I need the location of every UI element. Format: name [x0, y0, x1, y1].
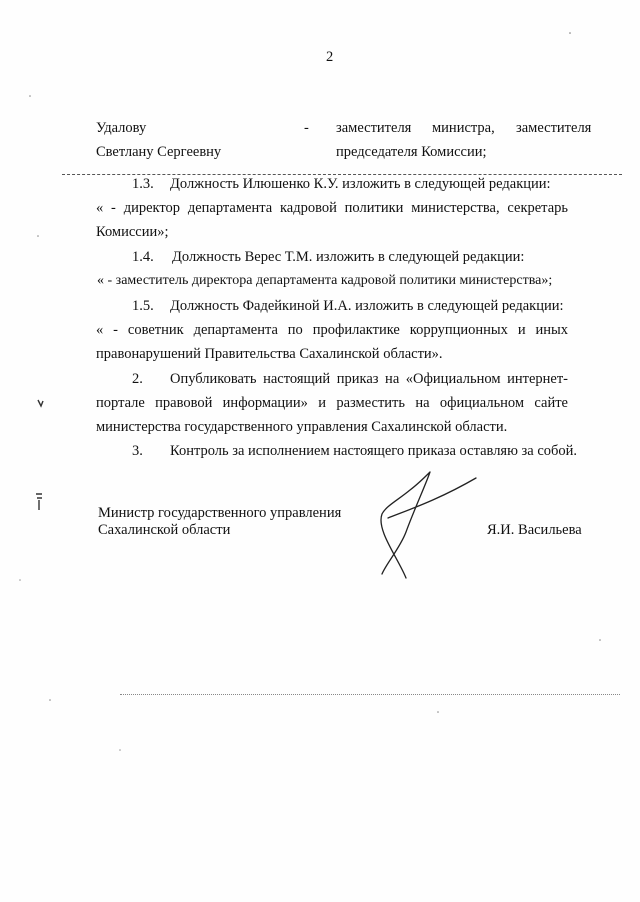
item-number: 1.4.: [132, 249, 154, 265]
item-number: 1.3.: [132, 176, 154, 192]
item-number: 1.5.: [132, 298, 154, 314]
quote-line: правонарушений Правительства Сахалинской области».: [96, 346, 443, 362]
item-text: Должность Илюшенко К.У. изложить в следующей редакции:: [170, 176, 551, 192]
recipient-position-word-3: заместителя: [516, 120, 592, 136]
quote-line: Комиссии»;: [96, 224, 169, 240]
recipient-position-word-1: заместителя: [336, 120, 412, 136]
recipient-position-word-2: министра,: [432, 120, 495, 136]
paragraph-line: министерства государственного управления Сахалинской области.: [96, 419, 508, 435]
signatory-title: Сахалинской области: [98, 522, 231, 538]
page-number: 2: [326, 49, 334, 65]
paragraph-line: портале правовой информации» и разместить на официальном сайте: [96, 395, 568, 411]
signatory-title: Министр государственного управления: [98, 505, 342, 521]
quote-line: « - заместитель директора департамента кадровой политики министерства»;: [97, 273, 553, 288]
quote-line: « - директор департамента кадровой политики министерства, секретарь: [96, 200, 568, 216]
item-number: 2.: [132, 371, 143, 387]
item-text: Опубликовать настоящий приказ на «Официальном интернет-: [170, 371, 568, 387]
item-text: Контроль за исполнением настоящего приказа оставляю за собой.: [170, 443, 578, 459]
signatory-name: Я.И. Васильева: [487, 522, 582, 538]
quote-line: « - советник департамента по профилактике коррупционных и иных: [96, 322, 568, 338]
recipient-name: Светлану Сергеевну: [96, 144, 222, 160]
item-text: Должность Верес Т.М. изложить в следующей редакции:: [172, 249, 525, 265]
recipient-position-line-2: председателя Комиссии;: [336, 144, 487, 160]
recipient-surname: Удалову: [96, 120, 147, 136]
recipient-dash: -: [304, 120, 309, 136]
item-text: Должность Фадейкиной И.А. изложить в следующей редакции:: [170, 298, 564, 314]
item-number: 3.: [132, 443, 143, 459]
